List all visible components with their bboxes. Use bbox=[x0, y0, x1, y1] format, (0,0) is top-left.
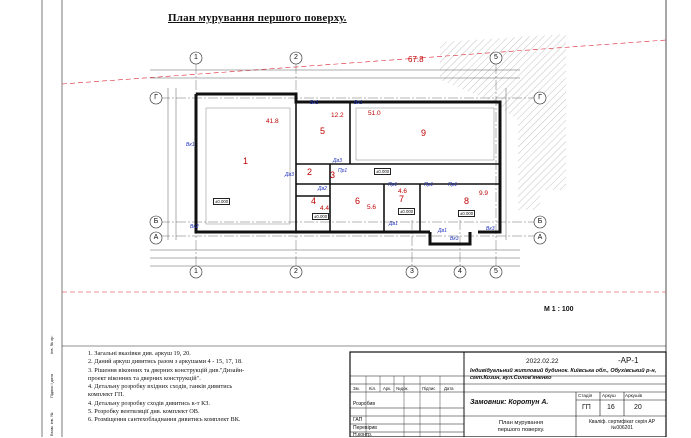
tb-sheet-name: План мурування першого поверху. bbox=[497, 420, 545, 433]
tb-stage-header: Аркушів bbox=[625, 393, 643, 398]
tb-row-label: Перевірив bbox=[353, 425, 377, 431]
axis-col-2-top: 2 bbox=[294, 54, 298, 61]
tb-stage-value: 16 bbox=[607, 404, 615, 411]
door-tag: Пр1 bbox=[424, 182, 434, 188]
side-stamp-strip bbox=[48, 318, 60, 436]
room-1-number: 1 bbox=[243, 156, 249, 166]
side-strip-label: Підпис і дата bbox=[49, 373, 54, 398]
door-tag: Дв3 bbox=[285, 172, 294, 178]
window-tag: Вк1 bbox=[310, 100, 319, 106]
tb-date: 2022.02.22 bbox=[526, 358, 559, 365]
note-item: проект віконних та дверних конструкцій". bbox=[88, 374, 201, 382]
note-item: 4. Детальну розробку вхідних сходів, ганків дивитись bbox=[88, 383, 233, 391]
tb-col-header: Арк. bbox=[383, 386, 392, 391]
terrace-area: 67.8 bbox=[408, 55, 424, 64]
tb-col-header: Підпис bbox=[422, 386, 436, 391]
room-7-number: 7 bbox=[399, 194, 405, 204]
tb-col-header: Кіл. bbox=[369, 386, 377, 391]
room-9-area: 51.0 bbox=[368, 110, 381, 117]
drawing-scale: М 1 : 100 bbox=[544, 306, 574, 313]
door-tag: Дв3 bbox=[333, 158, 342, 164]
note-item: 2. Даний аркуш дивитись разом з аркушами 4 - 15, 17, 18. bbox=[88, 358, 243, 366]
axis-col-4-bottom: 4 bbox=[458, 268, 462, 275]
sheet-title: План мурування першого поверху. bbox=[168, 12, 347, 24]
room-4-number: 4 bbox=[311, 196, 317, 206]
tb-col-header: Зм. bbox=[353, 386, 360, 391]
axis-col-5-bottom: 5 bbox=[494, 268, 498, 275]
axis-col-5-top: 5 bbox=[494, 54, 498, 61]
note-item: 1. Загальні вказівки див. аркуш 19, 20. bbox=[88, 350, 191, 357]
room-8-area: 9.9 bbox=[479, 190, 489, 197]
door-tag: Пр1 bbox=[448, 182, 458, 188]
axis-col-2-bottom: 2 bbox=[294, 268, 298, 275]
door-tag: Дв2 bbox=[318, 186, 327, 192]
room-5-number: 5 bbox=[320, 126, 326, 136]
tb-col-header: Дата bbox=[444, 386, 454, 391]
tb-row-label: ГАП bbox=[353, 417, 363, 423]
axis-col-1-top: 1 bbox=[194, 54, 198, 61]
tb-stage-header: Аркуш bbox=[602, 393, 616, 398]
axis-row-a-right: А bbox=[537, 234, 543, 241]
window-tag: Вк3 bbox=[486, 226, 495, 232]
tb-stage-value: ГП bbox=[582, 404, 591, 411]
tb-project: Індивідуальний житловий будинок. Київська обл., Обухівський р-н, смт.Козин, вул.Солов'яненко bbox=[470, 368, 657, 381]
room-9-number: 9 bbox=[421, 128, 427, 138]
tb-code: -АР-1 bbox=[618, 356, 639, 365]
axis-row-g-left: Г bbox=[154, 94, 158, 101]
door-tag: Пр1 bbox=[388, 182, 398, 188]
note-item: 6. Розміщення сантехобладнання дивитись комплект ВК. bbox=[88, 416, 241, 424]
axis-col-1-bottom: 1 bbox=[194, 268, 198, 275]
room-5-area: 12.2 bbox=[331, 112, 344, 119]
room-6-area: 5.6 bbox=[367, 204, 377, 211]
tb-col-header: №док. bbox=[396, 386, 409, 391]
note-item: комплект ГП. bbox=[88, 391, 125, 399]
tb-row-label: Н.контр. bbox=[353, 432, 373, 438]
room-6-number: 6 bbox=[355, 196, 361, 206]
door-tag: Дв1 bbox=[389, 221, 398, 227]
level-mark: ±0.000 bbox=[314, 214, 328, 219]
level-mark: ±0.000 bbox=[400, 209, 414, 214]
axis-row-b-right: Б bbox=[537, 218, 543, 225]
window-tag: Вк1 bbox=[354, 100, 363, 106]
window-tag: Вк1 bbox=[186, 142, 195, 148]
axis-row-b-left: Б bbox=[153, 218, 159, 225]
axis-row-a-left: А bbox=[153, 234, 159, 241]
tb-certificate: Кваліф. сертифікат серія АР №006201 bbox=[588, 419, 656, 431]
door-tag: Дв1 bbox=[438, 228, 447, 234]
side-strip-label: Інв. № ор. bbox=[49, 335, 54, 354]
door-tag: Пр1 bbox=[338, 168, 348, 174]
room-3-number: 3 bbox=[330, 170, 336, 180]
note-item: 3. Рішення віконних та дверних конструкцій див."Дизайн- bbox=[88, 366, 245, 374]
room-4-area: 4.4 bbox=[320, 205, 330, 212]
level-mark: ±0.000 bbox=[215, 199, 229, 204]
room-2-number: 2 bbox=[307, 167, 313, 177]
room-7-area: 4.6 bbox=[398, 188, 408, 195]
room-8-number: 8 bbox=[464, 196, 470, 206]
level-mark: ±0.000 bbox=[376, 169, 390, 174]
door-tag: Вк3 bbox=[450, 236, 459, 242]
axis-row-g-right: Г bbox=[538, 94, 542, 101]
tb-row-label: Розробив bbox=[353, 401, 376, 407]
side-strip-label: Взам. інв. № bbox=[49, 412, 54, 436]
note-item: 5. Розробку вентиляції див. комплект ОВ. bbox=[88, 408, 200, 416]
level-mark: ±0.000 bbox=[460, 211, 474, 216]
tb-stage-value: 20 bbox=[634, 404, 642, 411]
note-item: 4. Детальну розробку сходів дивитись к-т КЗ. bbox=[88, 399, 211, 407]
tb-stage-header: Стадія bbox=[578, 393, 593, 398]
axis-col-3-bottom: 3 bbox=[410, 268, 414, 275]
tb-customer: Замовник: Коротун А. bbox=[470, 399, 549, 406]
window-tag: Вк2 bbox=[190, 224, 199, 230]
room-1-area: 41.8 bbox=[266, 118, 279, 125]
